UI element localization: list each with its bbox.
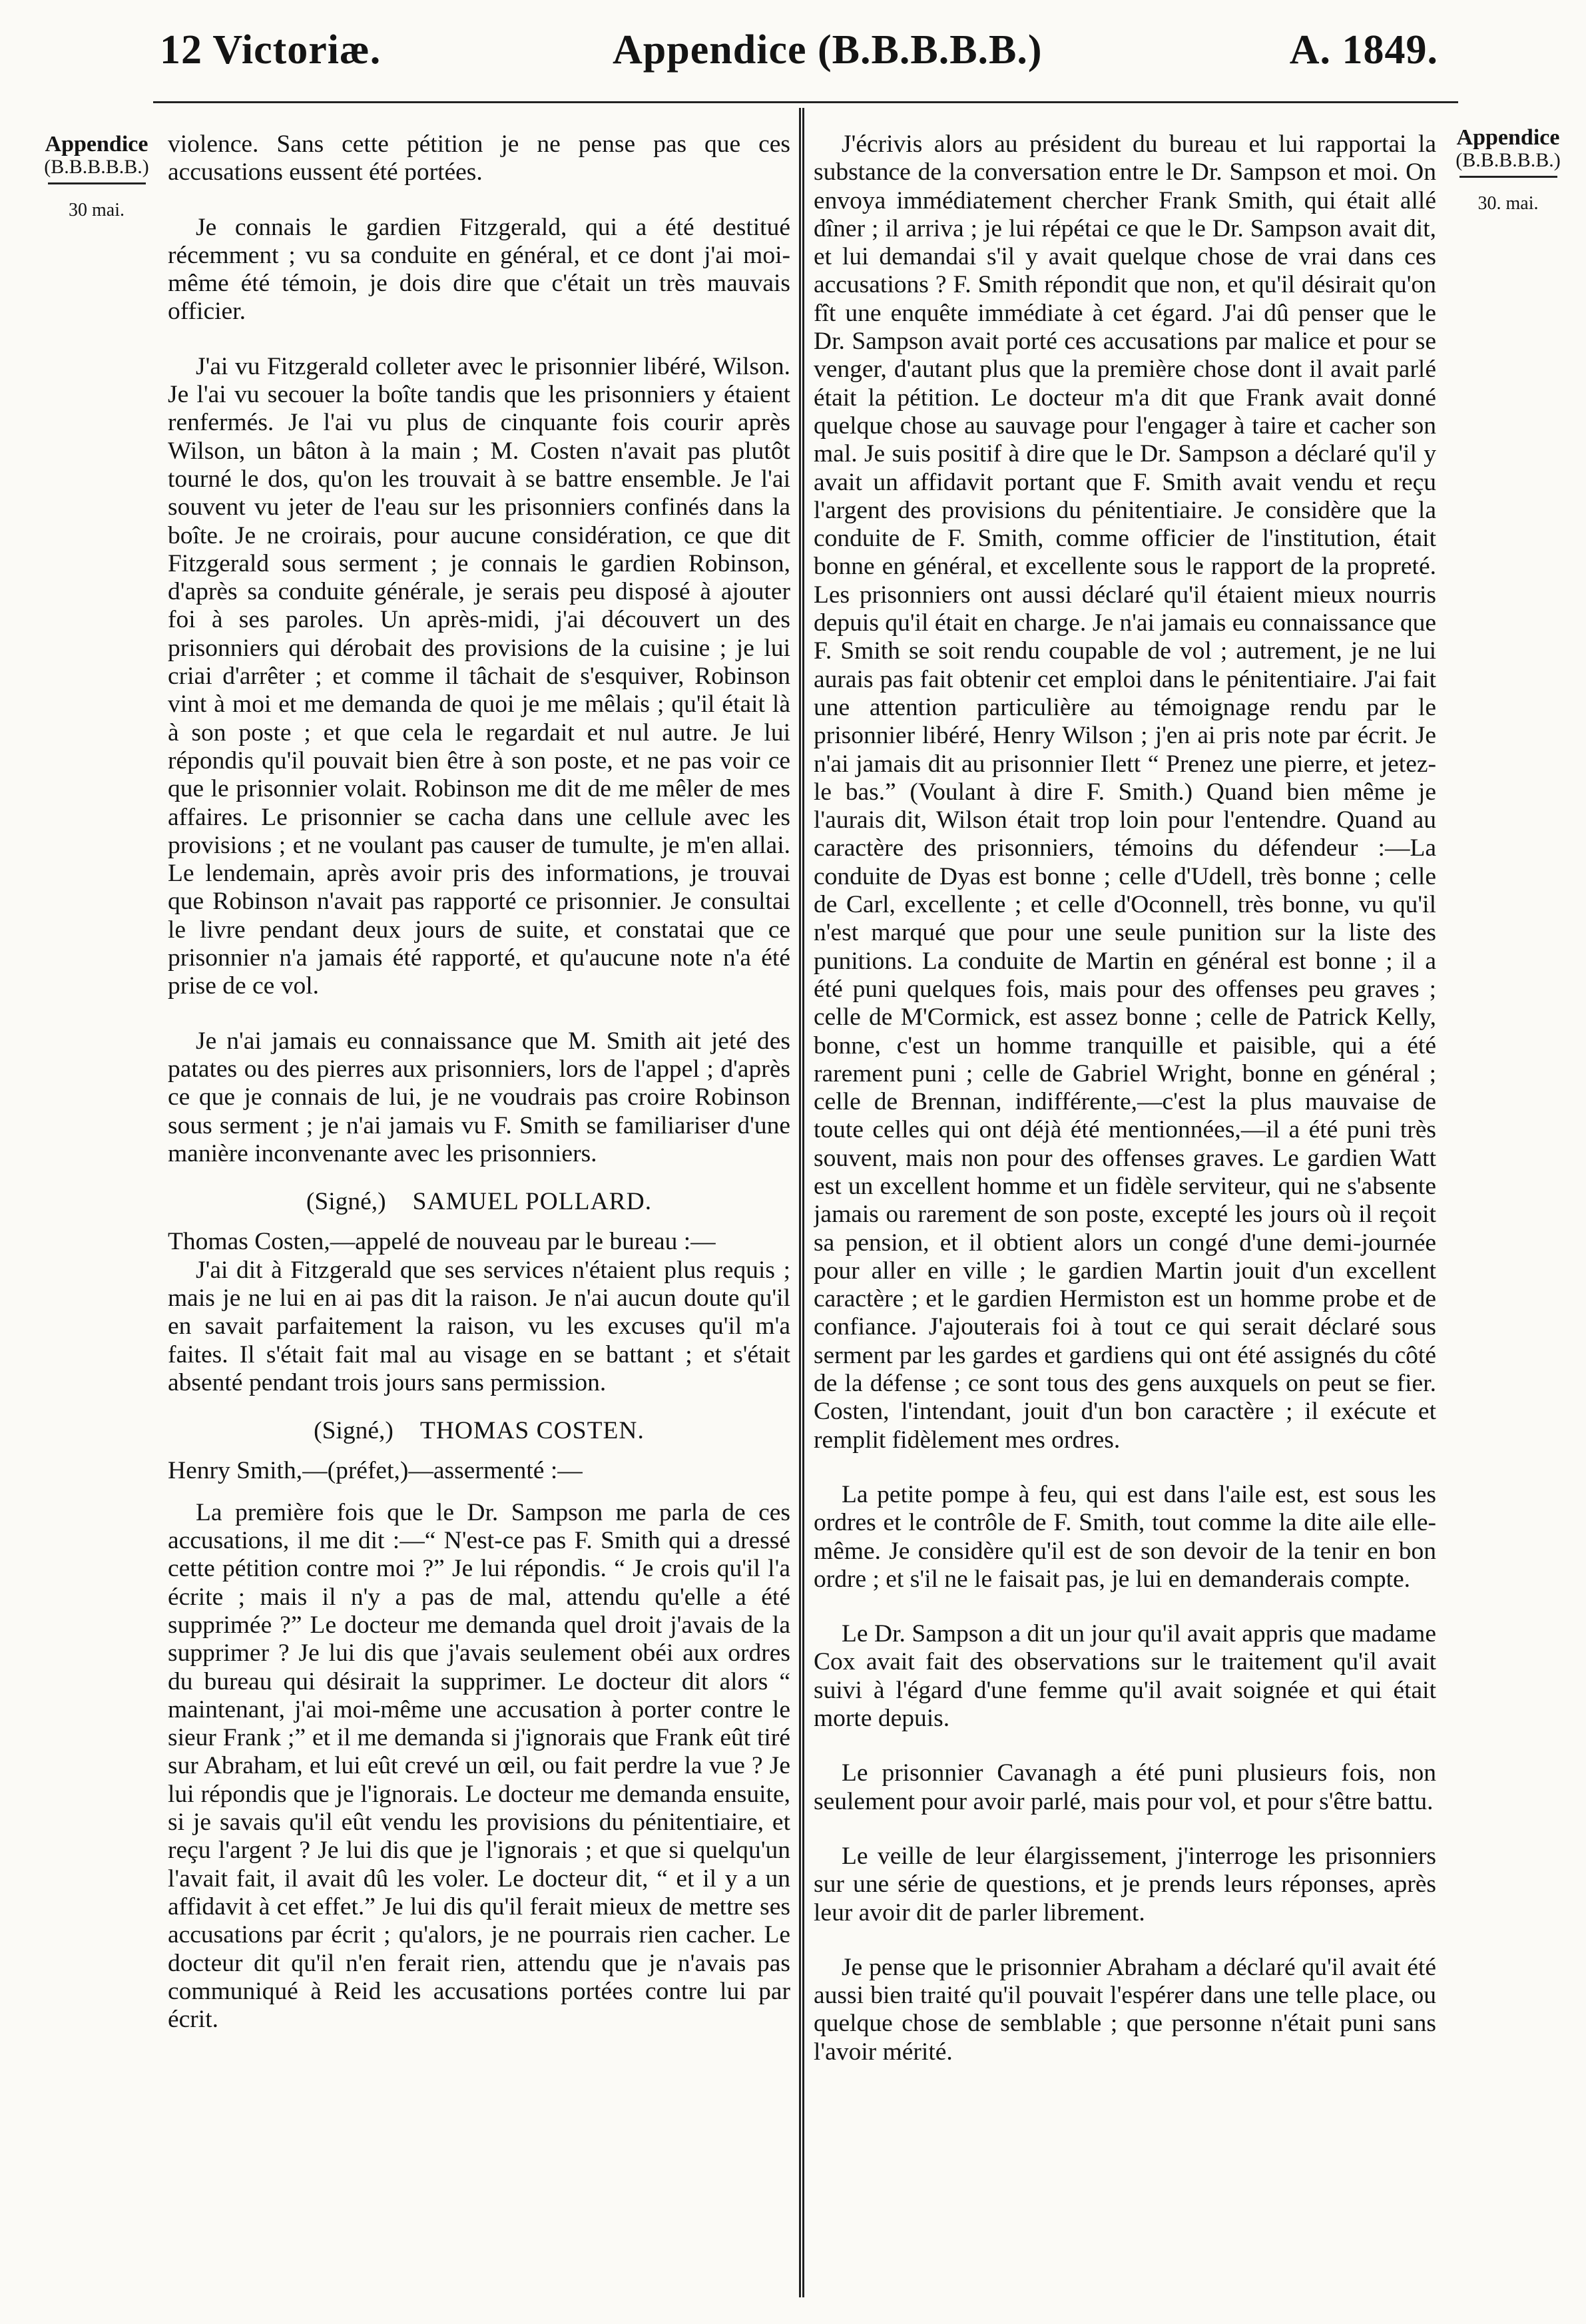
paragraph: J'ai vu Fitzgerald colleter avec le prisonnier libéré, Wilson. Je l'ai vu secouer la boîte tandis que les prisonniers y étaient renfermés. Je l'ai vu plus de cinquante fois courir après Wilson, un bâton à la main ; M. Costen n'avait pas plutôt tourné le dos, qu'on les trouvait à se battre ensemble. Je l'ai souvent vu jeter de l'eau sur les prisonniers confinés dans la boîte. Je ne croirais, pour aucune considération, ce que dit Fitzgerald sous serment ; je connais le gardien Robinson, d'après sa conduite générale, je serais peu disposé à ajouter foi à ses paroles. Un après-midi, j'ai découvert un des prisonniers qui dérobait des provisions de la cuisine ; je lui criai d'arrêter ; et comme il tâchait de s'esquiver, Robinson vint à moi et me demanda de quoi je me mêlais ; qu'il était là à son poste ; et que cela le regardait et nul autre. Je lui répondis qu'il pouvait bien être à son poste, et ne pas voir ce que le prisonnier volait. Robinson me dit de me mêler de mes affaires. Le prisonnier se cacha dans une cellule avec les provisions ; et ne voulant pas causer de tumulte, je m'en allai. Le lendemain, après avoir pris des informations, je trouvai que Robinson n'avait pas rapporté ce prisonnier. Je consultai le livre pendant deux jours de suite, et constatai que ce prisonnier n'a jamais été rapporté, et qu'aucune note n'a été prise de ce vol. bbox=[168, 352, 790, 1000]
paragraph: Je pense que le prisonnier Abraham a déclaré qu'il avait été aussi bien traité qu'il pouvait l'espérer dans une telle place, ou quelque chose de semblable ; que personne n'était puni sans l'avoir mérité. bbox=[814, 1953, 1436, 2066]
paragraph: La première fois que le Dr. Sampson me parla de ces accusations, il me dit :—“ N'est-ce pas F. Smith qui a dressé cette pétition contre moi ?” Je lui répondis. “ Je crois qu'il l'a écrite ; mais il n'y a pas de mal, attendu qu'elle a été supprimée ?” Le docteur me demanda quel droit j'avais de la supprimer ? Je lui dis que j'avais seulement obéi aux ordres du bureau qui désirait la supprimer. Le docteur dit alors “ maintenant, j'ai moi-même une accusation à porter contre le sieur Frank ;” et il me demanda si j'ignorais que Frank eût tiré sur Abraham, et lui eût crevé un œil, ou fait perdre la vue ? Je lui répondis que je l'ignorais. Le docteur me demanda ensuite, si je savais qu'il eût vendu les provisions du pénitentiaire, et reçu l'argent ? Je lui dis que je l'ignorais ; et que si quelqu'un l'avait fait, il avait dû les voler. Le docteur dit, “ et il y a un affidavit à cet effet.” Je lui dis qu'il ferait mieux de mettre ses accusations par écrit ; qu'alors, je ne pourrais rien cacher. Le docteur dit qu'il n'en ferait rien, attendu que je n'avais pas communiqué à Reid les accusations portées contre lui par écrit. bbox=[168, 1498, 790, 2034]
margin-subtitle: (B.B.B.B.B.) bbox=[44, 156, 149, 178]
signature-name: THOMAS COSTEN. bbox=[419, 1417, 645, 1445]
header-session: 12 Victoriæ. bbox=[160, 27, 382, 73]
paragraph: J'écrivis alors au président du bureau et lui rapportai la substance de la conversation entre le Dr. Sampson et moi. On envoya immédiatement chercher Frank Smith, qui était allé dîner ; il arriva ; je lui répétai ce que le Dr. Sampson avait dit, et lui demandai s'il y avait quelque chose de vrai dans ces accusations ? F. Smith répondit que non, et qu'il désirait qu'on fît une enquête immédiate à cet égard. J'ai dû penser que le Dr. Sampson avait porté ces accusations par malice et pour se venger, d'autant plus que la première chose dont il avait parlé était la pétition. Le docteur m'a dit que Frank avait donné quelque chose au sauvage pour l'engager à taire et cacher son mal. Je suis positif à dire que le Dr. Sampson a déclaré qu'il y avait un affidavit portant que F. Smith avait vendu et reçu l'argent des provisions du pénitentiaire. Je considère que la conduite de F. Smith, comme officier de l'institution, était bonne en général, et excellente sous le rapport de la propreté. Les prisonniers ont aussi déclaré qu'il étaient mieux nourris depuis qu'il était en charge. Je n'ai jamais eu connaissance que F. Smith se soit rendu coupable de vol ; autrement, je ne lui aurais pas fait obtenir cet emploi dans le pénitentiaire. J'ai fait une attention particulière au témoignage rendu par le prisonnier libéré, Henry Wilson ; j'en ai pris note par écrit. Je n'ai jamais dit au prisonnier Ilett “ Prenez une pierre, et jetez-le bas.” (Voulant à dire F. Smith.) Quand bien même je l'aurais dit, Wilson était trop loin pour l'entendre. Quand au caractère des prisonniers, témoins du défendeur :—La conduite de Dyas est bonne ; celle d'Udell, très bonne ; celle de Carl, excellente ; et celle d'Oconnell, très bonne, vu qu'il n'est marqué que pour une seule punition sur la liste des punitions. La conduite de Martin en général est bonne ; il a été puni quelques fois, mais pour des offenses peu graves ; celle de M'Cormick, est assez bonne ; celle de Patrick Kelly, bonne, c'est un homme tranquille et paisible, qui a été rarement puni ; celle de Gabriel Wright, bonne en général ; celle de Brennan, indifférente,—c'est la plus mauvaise de toute celles qui ont déjà été mentionnées,—il a été puni très souvent, mais non pour des offenses graves. Le gardien Watt est un excellent homme et un fidèle serviteur, qui ne s'absente jamais ou rarement de son poste, excepté les jours où il reçoit sa pension, et il obtient alors un congé d'une demi-journée pour aller en ville ; le gardien Martin jouit d'un excellent caractère ; et le gardien Hermiston est un homme probe et de confiance. J'ajouterais foi à tout ce qui serait déclaré sous serment par les gardes et gardiens qui ont été assignés du côté de la défense ; ce sont tous des gens auxquels on peut se fier. Costen, l'intendant, jouit d'un bon caractère ; il exécute et remplit fidèlement mes ordres. bbox=[814, 131, 1436, 1454]
page-header bbox=[160, 27, 1438, 87]
margin-note-right bbox=[1438, 127, 1578, 215]
paragraph: Je n'ai jamais eu connaissance que M. Smith ait jeté des patates ou des pierres aux prisonniers, lors de l'appel ; d'après ce que je connais de lui, je ne voudrais pas croire Robinson sous serment ; je n'ai jamais vu F. Smith se familiariser d'une manière inconvenante avec les prisonniers. bbox=[168, 1027, 790, 1167]
margin-brace bbox=[1459, 176, 1557, 178]
header-year: A. 1849. bbox=[1289, 27, 1438, 73]
margin-date: 30. mai. bbox=[1477, 193, 1539, 214]
column-divider bbox=[799, 108, 804, 2297]
signature-pollard bbox=[168, 1188, 790, 1216]
signature-label: (Signé,) bbox=[306, 1188, 386, 1216]
paragraph: J'ai dit à Fitzgerald que ses services n'étaient plus requis ; mais je ne lui en ai pas dit la raison. Je n'ai aucun doute qu'il en savait parfaitement la raison, vu les excuses qu'il m'a faites. Il s'était fait mal au visage en se battant ; et s'était absenté pendant trois jours sans permission. bbox=[168, 1256, 790, 1396]
left-column bbox=[168, 131, 790, 2284]
paragraph: violence. Sans cette pétition je ne pense pas que ces accusations eussent été portées. bbox=[168, 131, 790, 186]
paragraph: Le Dr. Sampson a dit un jour qu'il avait appris que madame Cox avait fait des observations sur le traitement qu'il avait suivi à l'égard d'une femme qu'il avait soignée et qui était morte depuis. bbox=[814, 1620, 1436, 1733]
margin-title: Appendice bbox=[1456, 125, 1560, 150]
margin-brace bbox=[48, 182, 146, 184]
signature-costen bbox=[168, 1417, 790, 1445]
paragraph: Le veille de leur élargissement, j'interroge les prisonniers sur une série de questions, et je prends leurs réponses, après leur avoir dit de parler librement. bbox=[814, 1842, 1436, 1926]
signature-name: SAMUEL POLLARD. bbox=[412, 1188, 653, 1216]
witness-heading: Thomas Costen,—appelé de nouveau par le bureau :— bbox=[168, 1228, 716, 1256]
paragraph: Je connais le gardien Fitzgerald, qui a été destitué récemment ; vu sa conduite en général, et ce dont j'ai moi-même été témoin, je dois dire que c'était un très mauvais officier. bbox=[168, 213, 790, 326]
header-rule bbox=[153, 101, 1458, 103]
margin-date: 30 mai. bbox=[69, 200, 125, 220]
margin-note-left bbox=[27, 133, 166, 222]
header-appendix-title: Appendice (B.B.B.B.B.) bbox=[613, 27, 1043, 73]
margin-title: Appendice bbox=[45, 132, 148, 156]
witness-heading: Henry Smith,—(préfet,)—assermenté :— bbox=[168, 1457, 583, 1485]
paragraph: Le prisonnier Cavanagh a été puni plusieurs fois, non seulement pour avoir parlé, mais pour vol, et pour s'être battu. bbox=[814, 1759, 1436, 1815]
margin-subtitle: (B.B.B.B.B.) bbox=[1455, 149, 1561, 171]
right-column bbox=[814, 131, 1436, 2284]
signature-label: (Signé,) bbox=[314, 1417, 394, 1445]
paragraph: La petite pompe à feu, qui est dans l'aile est, est sous les ordres et le contrôle de F. Smith, tout comme la dite aile elle-même. Je considère qu'il est de son devoir de la tenir en bon ordre ; et s'il ne le faisait pas, je lui en demanderais compte. bbox=[814, 1480, 1436, 1593]
